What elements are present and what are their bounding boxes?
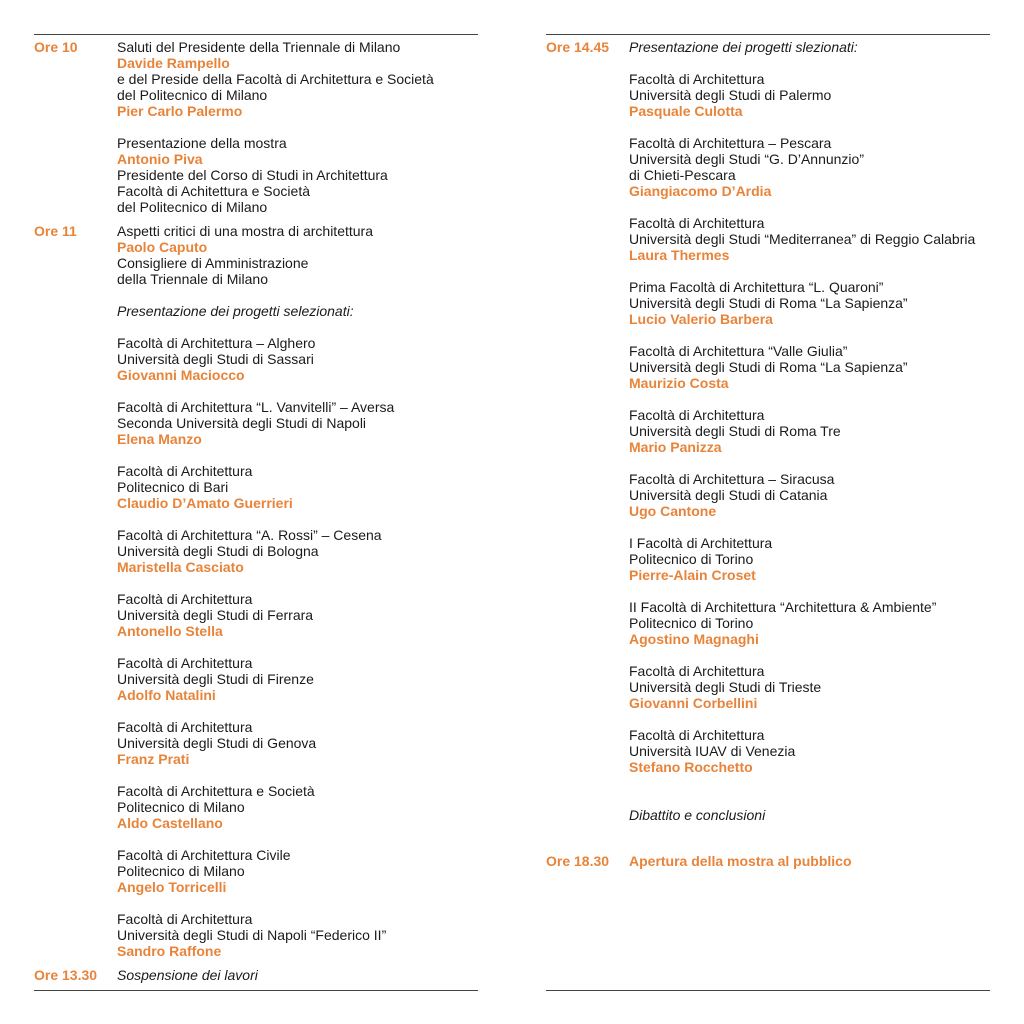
item-line: Saluti del Presidente della Triennale di Milano (117, 39, 401, 55)
item-line: della Triennale di Milano (117, 271, 268, 287)
speaker-name: Lucio Valerio Barbera (629, 311, 773, 327)
item-line: Politecnico di Bari (117, 479, 229, 495)
item-line: Università degli Studi di Ferrara (117, 607, 314, 623)
program-item (117, 591, 478, 639)
program-item (629, 471, 990, 519)
speaker-name: Mario Panizza (629, 439, 722, 455)
item-line: Facoltà di Architettura (117, 719, 253, 735)
speaker-name: Pasquale Culotta (629, 103, 743, 119)
item-line: II Facoltà di Architettura “Architettura & Ambiente” (629, 599, 937, 615)
item-line: Politecnico di Milano (117, 863, 245, 879)
item-line: di Chieti-Pescara (629, 167, 736, 183)
item-line: Facoltà di Architettura (117, 463, 253, 479)
speaker-name: Aldo Castellano (117, 815, 223, 831)
item-line: Consigliere di Amministrazione (117, 255, 309, 271)
speaker-name: Adolfo Natalini (117, 687, 216, 703)
item-line: Facoltà di Architettura (629, 663, 765, 679)
program-item (117, 399, 478, 447)
program-item (117, 655, 478, 703)
item-line: Facoltà di Architettura – Alghero (117, 335, 316, 351)
speaker-name: Davide Rampello (117, 55, 230, 71)
slot-body (629, 853, 990, 869)
closing-heading: Dibattito e conclusioni (629, 807, 766, 823)
item-line: Università degli Studi di Roma “La Sapienza” (629, 295, 908, 311)
item-line: Facoltà di Architettura (629, 71, 765, 87)
item-line: Aspetti critici di una mostra di architettura (117, 223, 373, 239)
item-line: Presentazione della mostra (117, 135, 287, 151)
item-line: Università degli Studi di Roma “La Sapienza” (629, 359, 908, 375)
item-line: e del Preside della Facoltà di Architettura e Società (117, 71, 434, 87)
section-heading: Presentazione dei progetti selezionati: (117, 303, 354, 319)
program-item (117, 783, 478, 831)
item-line: Università degli Studi di Trieste (629, 679, 822, 695)
speaker-name: Angelo Torricelli (117, 879, 227, 895)
item-line: Facoltà di Architettura (117, 655, 253, 671)
item-line: Seconda Università degli Studi di Napoli (117, 415, 367, 431)
speaker-name: Giangiacomo D’Ardia (629, 183, 772, 199)
slot-time: Ore 10 (34, 39, 78, 55)
item-line: del Politecnico di Milano (117, 87, 268, 103)
item-line: Università degli Studi di Genova (117, 735, 317, 751)
speaker-name: Antonio Piva (117, 151, 203, 167)
program-item (629, 71, 990, 119)
program-item (629, 599, 990, 647)
speaker-name: Giovanni Maciocco (117, 367, 245, 383)
program-item (629, 279, 990, 327)
final-event-text: Apertura della mostra al pubblico (629, 853, 852, 869)
speaker-name: Sandro Raffone (117, 943, 222, 959)
schedule-slot (34, 39, 478, 215)
program-item (117, 911, 478, 959)
program-item (629, 407, 990, 455)
program-item (117, 527, 478, 575)
speaker-name: Claudio D’Amato Guerrieri (117, 495, 293, 511)
item-line: Università degli Studi di Palermo (629, 87, 832, 103)
item-line: Università IUAV di Venezia (629, 743, 796, 759)
item-line: del Politecnico di Milano (117, 199, 268, 215)
item-line: Facoltà di Architettura Civile (117, 847, 291, 863)
speaker-name: Elena Manzo (117, 431, 202, 447)
item-line: Università degli Studi “G. D’Annunzio” (629, 151, 864, 167)
bottom-rule-right (546, 990, 990, 991)
program-item (629, 727, 990, 775)
item-line: Facoltà di Architettura (117, 911, 253, 927)
item-line: Facoltà di Architettura – Pescara (629, 135, 832, 151)
bottom-rule-left (34, 990, 478, 991)
slot-body (117, 39, 478, 215)
item-line: Politecnico di Torino (629, 615, 754, 631)
program-item (117, 463, 478, 511)
speaker-name: Stefano Rocchetto (629, 759, 753, 775)
speaker-name: Pier Carlo Palermo (117, 103, 243, 119)
slot-note: Sospensione dei lavori (117, 967, 258, 983)
item-line: Facoltà di Architettura “L. Vanvitelli” – Aversa (117, 399, 395, 415)
item-line: Facoltà di Architettura “A. Rossi” – Cesena (117, 527, 382, 543)
program-item (117, 719, 478, 767)
item-line: Facoltà di Architettura – Siracusa (629, 471, 835, 487)
item-line: Università degli Studi di Bologna (117, 543, 319, 559)
item-line: Università degli Studi di Catania (629, 487, 828, 503)
item-line: Presidente del Corso di Studi in Architettura (117, 167, 388, 183)
programme-right-column (546, 34, 990, 877)
program-item (629, 663, 990, 711)
item-line: Facoltà di Architettura e Società (117, 783, 315, 799)
slot-time: Ore 14.45 (546, 39, 610, 55)
item-line: Università degli Studi di Sassari (117, 351, 314, 367)
item-line: Università degli Studi di Firenze (117, 671, 314, 687)
item-line: Facoltà di Architettura (629, 407, 765, 423)
speaker-name: Agostino Magnaghi (629, 631, 759, 647)
speaker-name: Ugo Cantone (629, 503, 717, 519)
schedule-slot (34, 967, 478, 983)
programme-left-column (34, 34, 478, 991)
program-item (629, 343, 990, 391)
slot-time: Ore 11 (34, 223, 77, 239)
item-line: Università degli Studi di Napoli “Federico II” (117, 927, 387, 943)
item-line: Università degli Studi “Mediterranea” di Reggio Calabria (629, 231, 976, 247)
slot-time: Ore 13.30 (34, 967, 98, 983)
speaker-name: Maurizio Costa (629, 375, 729, 391)
item-line: Facoltà di Achitettura e Società (117, 183, 310, 199)
item-line: Facoltà di Architettura “Valle Giulia” (629, 343, 848, 359)
item-line: Politecnico di Milano (117, 799, 245, 815)
speaker-name: Pierre-Alain Croset (629, 567, 756, 583)
speaker-name: Paolo Caputo (117, 239, 208, 255)
item-line: Università degli Studi di Roma Tre (629, 423, 841, 439)
slot-body (117, 967, 478, 983)
item-line: Prima Facoltà di Architettura “L. Quaroni” (629, 279, 884, 295)
speaker-name: Franz Prati (117, 751, 190, 767)
slot-body (117, 223, 478, 959)
item-line: Facoltà di Architettura (117, 591, 253, 607)
schedule-slot (546, 39, 990, 823)
program-item (629, 535, 990, 583)
program-item (117, 39, 478, 119)
slot-time: Ore 18.30 (546, 853, 610, 869)
program-item (117, 335, 478, 383)
speaker-name: Maristella Casciato (117, 559, 244, 575)
section-heading-wrap (117, 303, 478, 319)
program-item (629, 215, 990, 263)
slot-body (629, 39, 990, 823)
speaker-name: Laura Thermes (629, 247, 730, 263)
item-line: Facoltà di Architettura (629, 215, 765, 231)
speaker-name: Antonello Stella (117, 623, 223, 639)
right-slots (546, 35, 990, 869)
program-item (117, 223, 478, 287)
schedule-slot-final (546, 853, 990, 869)
program-item (117, 847, 478, 895)
item-line: Facoltà di Architettura (629, 727, 765, 743)
schedule-slot (34, 223, 478, 959)
left-slots (34, 35, 478, 983)
item-line: I Facoltà di Architettura (629, 535, 773, 551)
section-heading: Presentazione dei progetti slezionati: (629, 39, 858, 55)
project-list (629, 71, 990, 775)
item-line: Politecnico di Torino (629, 551, 754, 567)
speaker-name: Giovanni Corbellini (629, 695, 758, 711)
program-item (629, 135, 990, 199)
program-item (117, 135, 478, 215)
